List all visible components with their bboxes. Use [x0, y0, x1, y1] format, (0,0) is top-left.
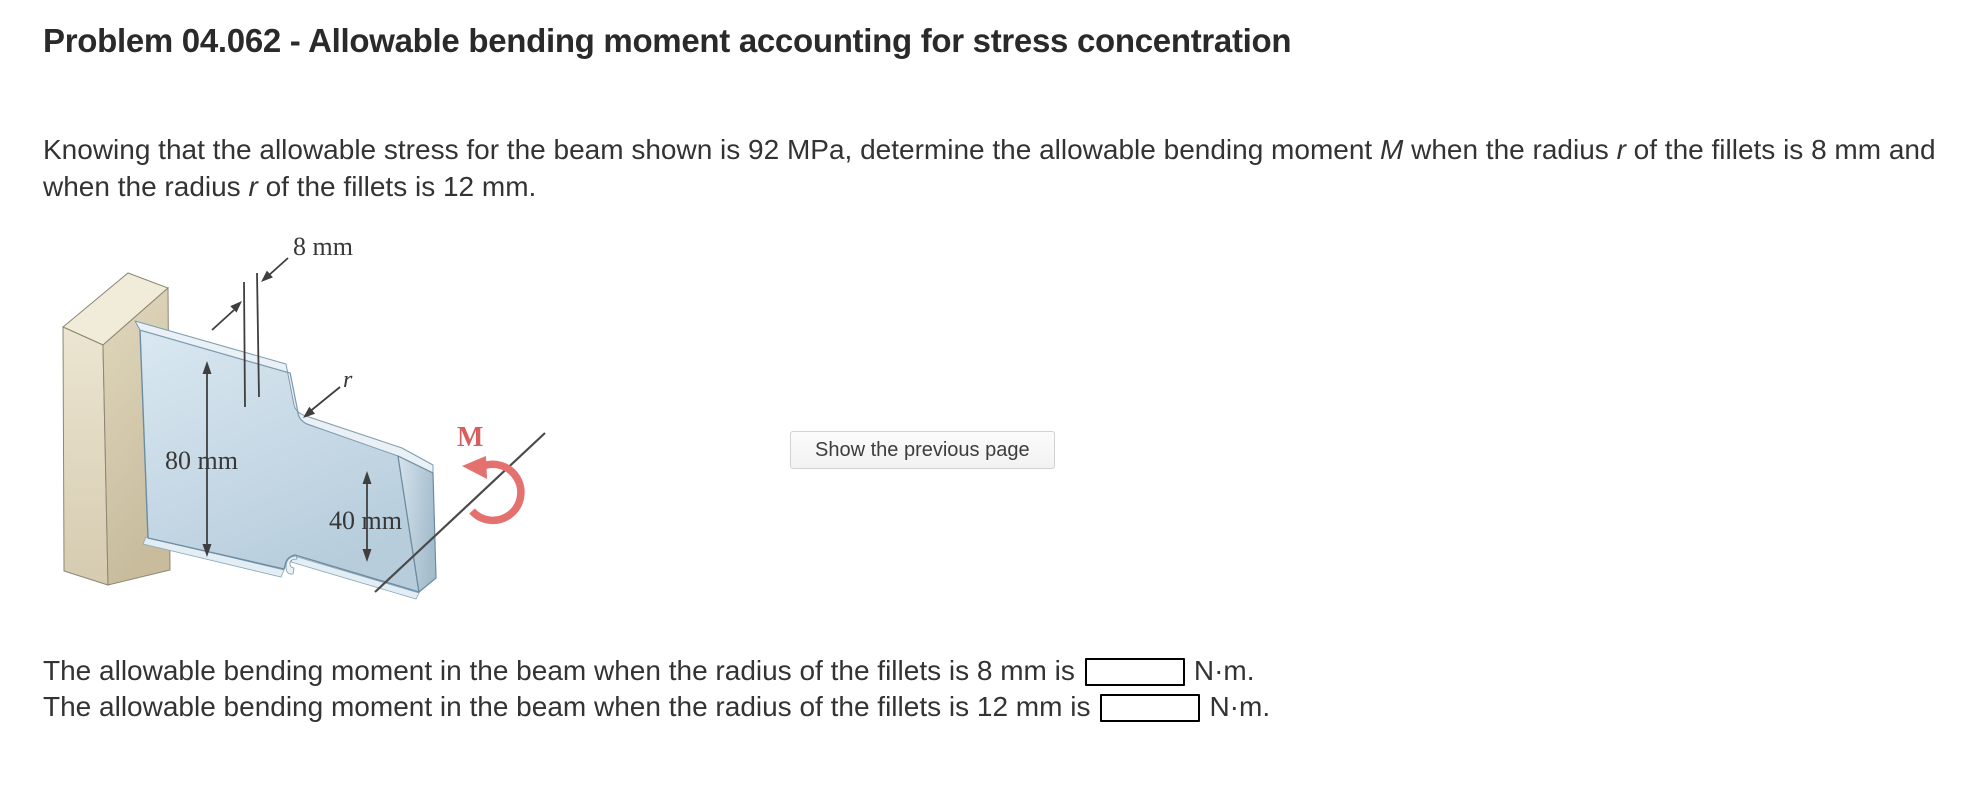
answer-row-8mm [43, 653, 1270, 689]
beam-figure [50, 215, 570, 615]
fillet-arrow-line [308, 387, 340, 413]
thickness-label: 8 mm [293, 232, 353, 261]
radius-symbol-2: r [248, 171, 258, 202]
problem-text-4: of the fillets is 12 mm. [257, 171, 537, 202]
answer-section [43, 653, 1270, 725]
problem-text-3: of the fillets is 8 mm and when the radius [43, 134, 1936, 202]
answer-prefix-8mm: The allowable bending moment in the beam when the radius of the fillets is 8 mm is [43, 655, 1075, 686]
moment-symbol: M [1379, 134, 1404, 165]
answer-prefix-12mm: The allowable bending moment in the beam when the radius of the fillets is 12 mm is [43, 691, 1091, 722]
thickness-arrow-top-line [268, 258, 288, 276]
problem-statement [43, 131, 1941, 205]
moment-arrowhead [462, 456, 487, 479]
short-height-label: 40 mm [329, 506, 402, 535]
problem-text-2: when the radius [1403, 134, 1617, 165]
radius-symbol-1: r [1616, 134, 1626, 165]
answer-input-8mm[interactable] [1085, 658, 1185, 686]
fillet-radius-label: r [343, 367, 353, 393]
fillet-radius-dimension [303, 387, 340, 418]
show-previous-page-button[interactable]: Show the previous page [790, 431, 1055, 469]
moment-label: M [457, 422, 484, 453]
answer-unit-8mm: N·m. [1193, 655, 1255, 686]
problem-text-1: Knowing that the allowable stress for the beam shown is 92 MPa, determine the allowable bending moment [43, 134, 1380, 165]
page-title: Problem 04.062 - Allowable bending moment accounting for stress concentration [43, 22, 1292, 59]
beam-figure-canvas [50, 215, 570, 615]
wall-left-face [63, 327, 108, 585]
tall-height-label: 80 mm [165, 446, 238, 475]
thickness-extension-line-left [244, 282, 245, 407]
answer-row-12mm [43, 689, 1270, 725]
answer-input-12mm[interactable] [1100, 694, 1200, 722]
answer-unit-12mm: N·m. [1209, 691, 1271, 722]
thickness-arrow-bottom-line [212, 310, 234, 330]
